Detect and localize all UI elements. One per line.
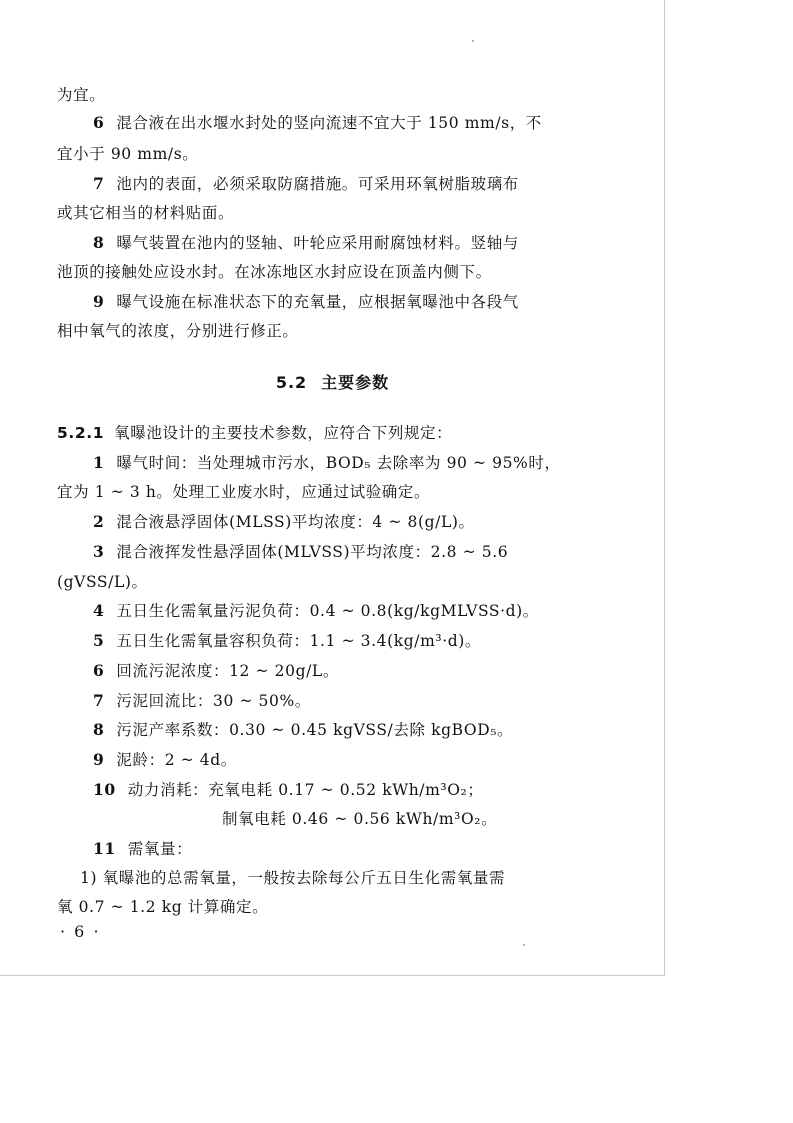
scan-speck bbox=[523, 944, 525, 946]
text-line: 或其它相当的材料贴面。 bbox=[57, 204, 235, 222]
param-item-10: 10 动力消耗：充氧电耗 0.17 ~ 0.52 kWh/m³O₂； bbox=[93, 780, 484, 799]
scan-speck bbox=[472, 40, 474, 42]
text-line: (gVSS/L)。 bbox=[57, 573, 148, 591]
param-item-8: 8 污泥产率系数：0.30 ~ 0.45 kgVSS/去除 kgBOD₅。 bbox=[93, 720, 514, 739]
clause-heading: 5.2.1 氧曝池设计的主要技术参数，应符合下列规定： bbox=[57, 424, 453, 442]
text-line: 为宜。 bbox=[57, 86, 106, 104]
text-line: 宜为 1 ~ 3 h。处理工业废水时，应通过试验确定。 bbox=[57, 483, 431, 501]
text-line: 制氧电耗 0.46 ~ 0.56 kWh/m³O₂。 bbox=[222, 810, 498, 828]
param-item-2: 2 混合液悬浮固体(MLSS)平均浓度：4 ~ 8(g/L)。 bbox=[93, 512, 475, 531]
list-item-9: 9 曝气设施在标准状态下的充氧量，应根据氧曝池中各段气 bbox=[93, 292, 519, 311]
list-item-7: 7 池内的表面，必须采取防腐措施。可采用环氧树脂玻璃布 bbox=[93, 174, 519, 193]
page-number: · 6 · bbox=[60, 922, 101, 941]
param-item-5: 5 五日生化需氧量容积负荷：1.1 ~ 3.4(kg/m³·d)。 bbox=[93, 631, 482, 650]
section-heading: 5.2 主要参数 bbox=[275, 373, 390, 392]
sub-item-1: 1) 氧曝池的总需氧量，一般按去除每公斤五日生化需氧量需 bbox=[80, 869, 506, 887]
param-item-3: 3 混合液挥发性悬浮固体(MLVSS)平均浓度：2.8 ~ 5.6 bbox=[93, 542, 509, 561]
param-item-4: 4 五日生化需氧量污泥负荷：0.4 ~ 0.8(kg/kgMLVSS·d)。 bbox=[93, 601, 539, 620]
param-item-6: 6 回流污泥浓度：12 ~ 20g/L。 bbox=[93, 661, 339, 680]
param-item-9: 9 泥龄：2 ~ 4d。 bbox=[93, 750, 237, 769]
text-line: 氧 0.7 ~ 1.2 kg 计算确定。 bbox=[57, 898, 269, 916]
list-item-8: 8 曝气装置在池内的竖轴、叶轮应采用耐腐蚀材料。竖轴与 bbox=[93, 233, 519, 252]
text-line: 池顶的接触处应设水封。在冰冻地区水封应设在顶盖内侧下。 bbox=[57, 263, 492, 281]
text-line: 相中氧气的浓度，分别进行修正。 bbox=[57, 322, 299, 340]
param-item-1: 1 曝气时间：当处理城市污水，BOD₅ 去除率为 90 ~ 95%时， bbox=[93, 453, 561, 472]
param-item-7: 7 污泥回流比：30 ~ 50%。 bbox=[93, 691, 311, 710]
param-item-11: 11 需氧量： bbox=[93, 839, 193, 858]
list-item-6: 6 混合液在出水堰水封处的竖向流速不宜大于 150 mm/s，不 bbox=[93, 113, 542, 132]
text-line: 宜小于 90 mm/s。 bbox=[57, 145, 199, 163]
